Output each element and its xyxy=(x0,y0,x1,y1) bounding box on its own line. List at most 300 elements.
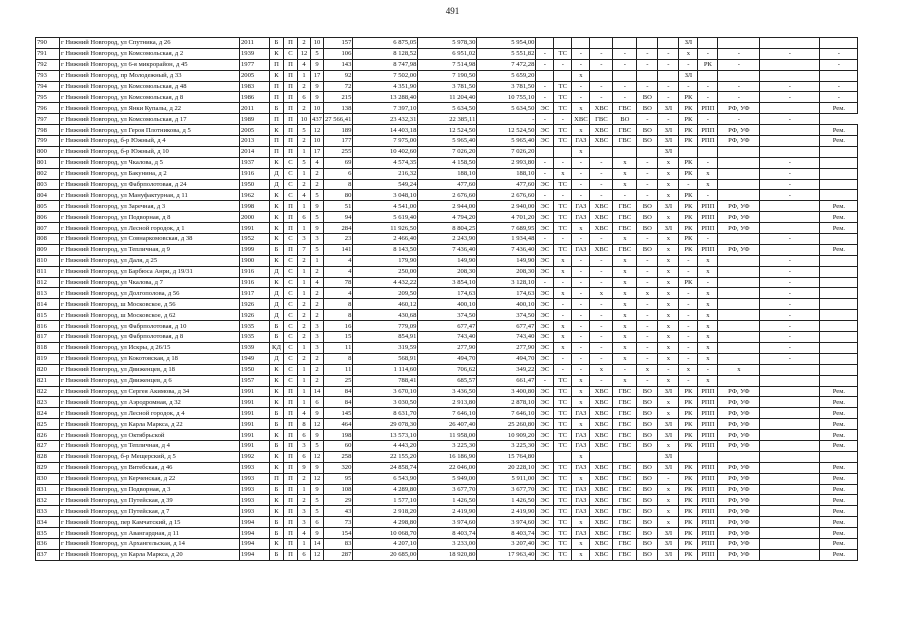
table-cell: 23 432,31 xyxy=(353,114,418,125)
table-cell: 1991 xyxy=(240,223,270,234)
table-cell: 3 xyxy=(311,321,324,332)
table-cell: Рем. xyxy=(820,495,858,506)
table-cell: - xyxy=(679,342,698,353)
table-cell: 797 xyxy=(36,114,60,125)
table-cell: 5 xyxy=(311,190,324,201)
table-cell: 189 xyxy=(324,125,353,136)
table-cell: 796 xyxy=(36,103,60,114)
table-cell: 2 918,20 xyxy=(353,506,418,517)
table-cell: ТС xyxy=(554,462,572,473)
table-cell: г Нижний Новгород, ул Комсомольская, д 48 xyxy=(60,81,240,92)
table-cell: - xyxy=(718,114,760,125)
table-cell xyxy=(718,277,760,288)
table-cell: - xyxy=(590,310,613,321)
table-cell: г Нижний Новгород, ул Аэродромная, д 32 xyxy=(60,397,240,408)
table-cell: ЭС xyxy=(536,506,554,517)
table-cell: х xyxy=(679,48,698,59)
table-cell: ЗЛ xyxy=(658,538,679,549)
table-cell: РФ, УФ xyxy=(718,201,760,212)
table-cell xyxy=(820,146,858,157)
table-cell: 6 xyxy=(311,397,324,408)
table-cell: С xyxy=(284,190,298,201)
table-cell: 7 190,50 xyxy=(418,70,477,81)
table-cell: х xyxy=(658,168,679,179)
table-cell: х xyxy=(658,266,679,277)
table-cell: П xyxy=(284,495,298,506)
table-cell: Б xyxy=(270,440,284,451)
table-cell: П xyxy=(284,201,298,212)
table-cell: 2 993,80 xyxy=(477,157,536,168)
table-cell: х xyxy=(698,288,718,299)
table-cell: ХВС xyxy=(590,136,613,147)
table-cell: 284 xyxy=(324,223,353,234)
table-cell: 677,47 xyxy=(418,321,477,332)
table-cell: 2 419,90 xyxy=(477,506,536,517)
table-cell: 685,57 xyxy=(418,375,477,386)
table-cell: ТС xyxy=(554,440,572,451)
table-cell xyxy=(760,212,820,223)
table-row xyxy=(36,451,858,462)
table-cell: - xyxy=(698,81,718,92)
table-cell: 277,90 xyxy=(477,342,536,353)
table-cell: г Нижний Новгород, ул Фабрполотовая, д 10 xyxy=(60,321,240,332)
table-cell: - xyxy=(760,353,820,364)
table-cell: 27 566,41 xyxy=(325,115,352,123)
table-row xyxy=(36,146,858,157)
table-cell: 1937 xyxy=(240,157,270,168)
table-cell: - xyxy=(613,364,637,375)
table-cell: 2005 xyxy=(240,125,270,136)
table-cell xyxy=(718,168,760,179)
table-cell: - xyxy=(590,234,613,245)
table-cell: 806 xyxy=(36,212,60,223)
table-cell: РК xyxy=(679,462,698,473)
table-cell: - xyxy=(613,81,637,92)
table-cell: РПП xyxy=(698,125,718,136)
table-cell: 835 xyxy=(36,528,60,539)
table-cell: Б xyxy=(270,419,284,430)
table-cell: ХВС xyxy=(590,538,613,549)
table-cell: г Нижний Новгород, ул Тепличная, д 4 xyxy=(60,440,240,451)
table-cell: 26 407,40 xyxy=(418,419,477,430)
table-cell xyxy=(760,549,820,560)
table-cell: 1 577,10 xyxy=(353,495,418,506)
table-cell: - xyxy=(637,342,658,353)
table-cell xyxy=(718,288,760,299)
table-cell: 2 940,00 xyxy=(477,201,536,212)
table-cell: ВО xyxy=(637,408,658,419)
table-cell: К xyxy=(270,157,284,168)
table-cell: х xyxy=(613,288,637,299)
table-cell xyxy=(820,353,858,364)
table-cell: 12 xyxy=(311,473,324,484)
table-cell: 78 xyxy=(324,277,353,288)
table-cell: х xyxy=(613,277,637,288)
table-cell: - xyxy=(760,255,820,266)
table-cell: 1991 xyxy=(240,419,270,430)
table-cell: РФ, УФ xyxy=(718,397,760,408)
table-cell: РПП xyxy=(698,212,718,223)
table-cell: 460,12 xyxy=(353,299,418,310)
table-cell: - xyxy=(679,288,698,299)
table-cell xyxy=(760,146,820,157)
table-cell: 1 xyxy=(298,538,311,549)
table-cell: х xyxy=(554,168,572,179)
table-cell: ГВС xyxy=(613,212,637,223)
table-cell: К xyxy=(270,277,284,288)
table-cell: ГВС xyxy=(613,125,637,136)
table-cell: 1989 xyxy=(240,114,270,125)
table-cell: ВО xyxy=(637,484,658,495)
table-cell xyxy=(718,266,760,277)
table-cell: - xyxy=(760,114,820,125)
table-cell: 73 xyxy=(324,517,353,528)
table-cell: ЗЛ xyxy=(658,103,679,114)
table-cell: 94 xyxy=(324,212,353,223)
table-cell: 3 436,50 xyxy=(418,386,477,397)
table-cell: 793 xyxy=(36,70,60,81)
table-row xyxy=(36,440,858,451)
table-cell: 11 204,40 xyxy=(418,92,477,103)
table-cell: ЭС xyxy=(536,299,554,310)
table-cell: ЗЛ xyxy=(658,430,679,441)
table-cell xyxy=(760,506,820,517)
table-cell: х xyxy=(698,321,718,332)
table-cell: 29 078,30 xyxy=(353,419,418,430)
table-cell: Рем. xyxy=(820,201,858,212)
table-cell: ТС xyxy=(554,484,572,495)
table-cell: ГВС xyxy=(613,517,637,528)
table-cell: х xyxy=(658,310,679,321)
table-row xyxy=(36,277,858,288)
table-cell: - xyxy=(679,255,698,266)
table-row xyxy=(36,234,858,245)
table-cell xyxy=(718,451,760,462)
table-cell: 72 xyxy=(324,81,353,92)
table-cell: х xyxy=(572,549,590,560)
table-cell: - xyxy=(572,190,590,201)
table-cell: - xyxy=(572,299,590,310)
table-cell: х xyxy=(658,244,679,255)
table-cell: 2014 xyxy=(240,146,270,157)
table-cell: 812 xyxy=(36,277,60,288)
table-cell: П xyxy=(284,103,298,114)
table-cell: - xyxy=(679,81,698,92)
table-cell xyxy=(698,38,718,49)
table-cell: 2 xyxy=(298,495,311,506)
table-cell: - xyxy=(658,81,679,92)
table-cell: РПП xyxy=(698,223,718,234)
table-cell: - xyxy=(590,168,613,179)
table-cell: 810 xyxy=(36,255,60,266)
table-cell: 10 xyxy=(298,114,311,125)
table-cell: - xyxy=(698,234,718,245)
table-cell: 7 502,00 xyxy=(353,70,418,81)
table-cell: РПП xyxy=(698,419,718,430)
table-cell: 3 233,00 xyxy=(418,538,477,549)
table-cell: ТС xyxy=(554,375,572,386)
table-cell: 8 631,70 xyxy=(353,408,418,419)
table-cell: С xyxy=(284,375,298,386)
table-cell: 7 026,20 xyxy=(477,146,536,157)
table-cell: 4 574,35 xyxy=(353,157,418,168)
table-cell: 818 xyxy=(36,342,60,353)
table-cell: г Нижний Новгород, ул Движенцев, д 18 xyxy=(60,364,240,375)
table-cell: 374,50 xyxy=(418,310,477,321)
table-cell: - xyxy=(760,288,820,299)
table-cell: 2 xyxy=(311,364,324,375)
table-cell: г Нижний Новгород, ш Московское, д 56 xyxy=(60,299,240,310)
table-cell xyxy=(718,179,760,190)
table-cell: х xyxy=(658,277,679,288)
table-cell: РПП xyxy=(698,517,718,528)
table-cell: - xyxy=(590,157,613,168)
table-cell: г Нижний Новгород, ул Подворная, д 8 xyxy=(60,212,240,223)
table-cell: ХВС xyxy=(590,473,613,484)
table-cell: 22 155,20 xyxy=(353,451,418,462)
table-cell: Б xyxy=(270,408,284,419)
table-cell xyxy=(760,397,820,408)
table-cell: Рем. xyxy=(820,223,858,234)
table-row xyxy=(36,517,858,528)
table-cell: 319,59 xyxy=(353,342,418,353)
table-cell: 2 xyxy=(298,136,311,147)
table-cell: ВО xyxy=(637,125,658,136)
table-cell: ЭС xyxy=(536,223,554,234)
table-cell: ТС xyxy=(554,408,572,419)
table-cell: 10 xyxy=(311,136,324,147)
table-cell: П xyxy=(284,212,298,223)
table-cell: 2013 xyxy=(240,136,270,147)
table-cell: ВО xyxy=(637,462,658,473)
table-cell: 14 403,18 xyxy=(353,125,418,136)
table-cell: 25 xyxy=(324,375,353,386)
table-cell: 2 944,00 xyxy=(418,201,477,212)
table-cell: х xyxy=(572,146,590,157)
table-cell: - xyxy=(572,179,590,190)
table-cell: ВО xyxy=(637,538,658,549)
table-cell: 9 xyxy=(311,223,324,234)
table-cell xyxy=(820,234,858,245)
table-cell: 2 xyxy=(298,353,311,364)
table-cell: ТС xyxy=(554,549,572,560)
table-cell: Рем. xyxy=(820,408,858,419)
table-cell: 1993 xyxy=(240,462,270,473)
table-row xyxy=(36,364,858,375)
table-cell: ХВС xyxy=(590,103,613,114)
table-cell: Д xyxy=(270,179,284,190)
table-cell: 822 xyxy=(36,386,60,397)
table-cell: С xyxy=(284,157,298,168)
table-cell: 800 xyxy=(36,146,60,157)
table-cell: 7 514,98 xyxy=(418,59,477,70)
table-cell: ГАЗ xyxy=(572,484,590,495)
table-cell: ГВС xyxy=(613,538,637,549)
table-cell: 1950 xyxy=(240,364,270,375)
table-cell: - xyxy=(572,92,590,103)
table-cell: ХВС xyxy=(590,484,613,495)
table-cell: г Нижний Новгород, ул Комсомольская, д 2 xyxy=(60,48,240,59)
table-cell: - xyxy=(477,114,536,125)
table-cell: 25 260,80 xyxy=(477,419,536,430)
table-cell: - xyxy=(637,114,658,125)
table-cell: 1 426,50 xyxy=(477,495,536,506)
table-cell: 2 466,40 xyxy=(353,234,418,245)
table-cell: 5 965,40 xyxy=(477,136,536,147)
table-cell: х xyxy=(554,266,572,277)
table-cell: 8 403,74 xyxy=(418,528,477,539)
table-cell: ХВС xyxy=(590,462,613,473)
table-cell: РПП xyxy=(698,440,718,451)
table-cell: 5 911,00 xyxy=(477,473,536,484)
table-cell: 2 xyxy=(298,321,311,332)
table-cell: 43 xyxy=(324,506,353,517)
table-cell: 802 xyxy=(36,168,60,179)
table-cell: - xyxy=(637,299,658,310)
table-row xyxy=(36,538,858,549)
table-cell: Рем. xyxy=(820,125,858,136)
table-cell: - xyxy=(590,277,613,288)
table-cell: 14 xyxy=(311,538,324,549)
table-cell: 2 xyxy=(311,353,324,364)
table-cell: 827 xyxy=(36,440,60,451)
table-cell: 837 xyxy=(36,549,60,560)
table-row xyxy=(36,299,858,310)
table-cell: г Нижний Новгород, ул Чкалова, д 5 xyxy=(60,157,240,168)
table-cell: 16 xyxy=(324,321,353,332)
table-row xyxy=(36,157,858,168)
table-cell: П xyxy=(284,223,298,234)
table-cell: 83 xyxy=(324,538,353,549)
table-cell: 661,47 xyxy=(477,375,536,386)
table-cell: ЭС xyxy=(536,342,554,353)
table-cell: П xyxy=(284,386,298,397)
table-cell xyxy=(590,38,613,49)
table-cell: г Нижний Новгород, ул Движенцев, д 6 xyxy=(60,375,240,386)
table-cell: 1994 xyxy=(240,538,270,549)
table-cell xyxy=(698,70,718,81)
table-cell: - xyxy=(718,59,760,70)
table-cell: П xyxy=(284,538,298,549)
table-cell: 1993 xyxy=(240,495,270,506)
table-cell: Рем. xyxy=(820,103,858,114)
table-cell: 4 xyxy=(298,59,311,70)
table-cell: г Нижний Новгород, ул Фабрполотовая, д 24 xyxy=(60,179,240,190)
table-cell: - xyxy=(590,255,613,266)
table-cell: 1993 xyxy=(240,473,270,484)
table-cell: - xyxy=(590,92,613,103)
table-cell: РК xyxy=(679,157,698,168)
table-cell: 1935 xyxy=(240,332,270,343)
table-cell: 3 xyxy=(311,342,324,353)
table-cell: г Нижний Новгород, ул Комсомольская, д 8 xyxy=(60,92,240,103)
table-cell: г Нижний Новгород, б-р Мещерский, д 5 xyxy=(60,451,240,462)
table-cell xyxy=(554,146,572,157)
table-cell: РК xyxy=(679,495,698,506)
table-cell: 804 xyxy=(36,190,60,201)
table-cell: - xyxy=(536,168,554,179)
table-cell: К xyxy=(270,212,284,223)
table-cell: х xyxy=(554,288,572,299)
table-cell: - xyxy=(658,364,679,375)
table-cell: 7 397,10 xyxy=(353,103,418,114)
table-cell: 828 xyxy=(36,451,60,462)
table-cell: 12 xyxy=(311,549,324,560)
table-cell: ТС xyxy=(554,473,572,484)
table-cell: 7 646,10 xyxy=(418,408,477,419)
table-cell: ЭС xyxy=(536,179,554,190)
table-cell: К xyxy=(270,375,284,386)
table-cell: 3 670,10 xyxy=(353,386,418,397)
table-cell: х xyxy=(572,375,590,386)
table-cell: 2 xyxy=(298,103,311,114)
table-cell: - xyxy=(637,234,658,245)
table-cell: 9 xyxy=(311,81,324,92)
table-row xyxy=(36,255,858,266)
table-cell: РК xyxy=(679,549,698,560)
table-cell: 834 xyxy=(36,517,60,528)
table-cell xyxy=(760,103,820,114)
table-cell: х xyxy=(698,255,718,266)
table-cell: - xyxy=(637,179,658,190)
table-cell: ЭС xyxy=(536,462,554,473)
table-cell: - xyxy=(760,234,820,245)
table-cell: РК xyxy=(679,386,698,397)
table-cell: ЗЛ xyxy=(658,125,679,136)
table-cell: х xyxy=(658,288,679,299)
table-cell: П xyxy=(284,451,298,462)
table-cell: РК xyxy=(679,103,698,114)
table-cell: 17 xyxy=(311,70,324,81)
table-cell xyxy=(718,310,760,321)
table-cell: 3 xyxy=(298,234,311,245)
table-cell: х xyxy=(554,342,572,353)
table-cell: г Нижний Новгород, ул Фабрполотовая, д 8 xyxy=(60,332,240,343)
table-cell: ЗЛ xyxy=(658,528,679,539)
table-cell: 430,68 xyxy=(353,310,418,321)
table-cell: 3 781,50 xyxy=(418,81,477,92)
table-cell: ЗЛ xyxy=(658,419,679,430)
table-cell: РПП xyxy=(698,495,718,506)
table-cell: - xyxy=(698,114,718,125)
table-cell: - xyxy=(698,364,718,375)
table-cell: г Нижний Новгород, ул Витебская, д 46 xyxy=(60,462,240,473)
table-cell: РК xyxy=(679,517,698,528)
table-cell: - xyxy=(679,179,698,190)
table-cell: РК xyxy=(698,59,718,70)
table-cell: 23 xyxy=(324,234,353,245)
table-cell: ЗЛ xyxy=(679,38,698,49)
table-cell: 6 xyxy=(311,517,324,528)
table-cell: Рем. xyxy=(820,397,858,408)
table-cell: РПП xyxy=(698,528,718,539)
table-cell: - xyxy=(590,342,613,353)
table-cell: РФ, УФ xyxy=(718,244,760,255)
table-cell: 6 543,90 xyxy=(353,473,418,484)
table-cell xyxy=(820,451,858,462)
table-cell: ГВС xyxy=(613,440,637,451)
table-cell: 258 xyxy=(324,451,353,462)
table-cell: РФ, УФ xyxy=(718,386,760,397)
table-cell: 1935 xyxy=(240,321,270,332)
table-cell: - xyxy=(637,168,658,179)
table-cell: ЭС xyxy=(536,125,554,136)
table-cell: ЭС xyxy=(536,386,554,397)
table-cell: Д xyxy=(270,299,284,310)
table-cell: 7 646,10 xyxy=(477,408,536,419)
table-cell: 2 xyxy=(311,179,324,190)
table-cell: 5 634,50 xyxy=(418,103,477,114)
